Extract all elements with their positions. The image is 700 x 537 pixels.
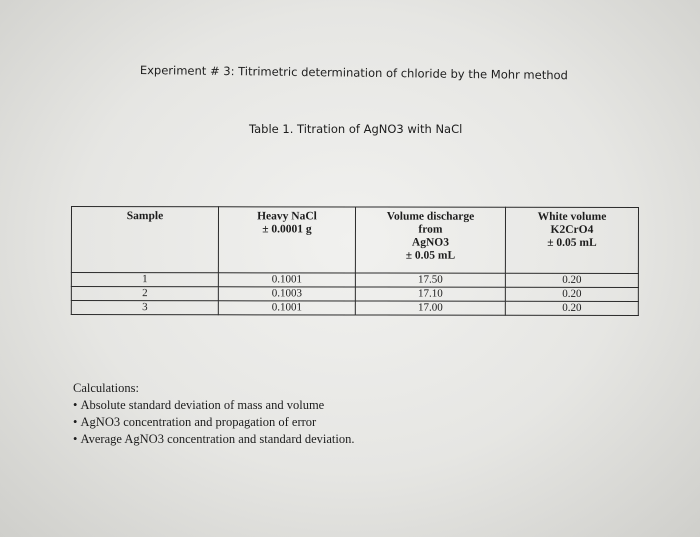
calculations-title: Calculations: [73, 381, 139, 395]
cell-mass: 0.1003 [218, 287, 355, 301]
titration-table [71, 206, 639, 316]
cell-volume-discharge: 17.10 [355, 287, 505, 301]
cell-white-volume: 0.20 [505, 287, 638, 301]
list-item: • AgNO3 concentration and propagation of error [73, 414, 355, 431]
header-white-volume-line-3: ± 0.05 mL [547, 236, 597, 249]
header-heavy-nacl-line-1: Heavy NaCl [257, 210, 317, 223]
titration-table-container [71, 206, 639, 316]
table-row [71, 301, 638, 316]
table-row [71, 273, 638, 288]
list-item: • Average AgNO3 concentration and standard deviation. [73, 431, 355, 448]
header-volume-discharge-line-1: Volume discharge [386, 210, 475, 223]
header-volume-discharge-line-2: from [418, 223, 443, 236]
cell-volume-discharge: 17.50 [355, 273, 505, 287]
header-volume-discharge-line-3: AgNO3 [411, 236, 449, 249]
header-volume-discharge [355, 207, 505, 273]
header-sample [71, 207, 218, 273]
cell-sample: 1 [71, 273, 218, 287]
cell-white-volume: 0.20 [505, 273, 638, 287]
calculations-section [73, 380, 355, 448]
header-sample-line: Sample [126, 210, 164, 223]
cell-mass: 0.1001 [218, 301, 355, 315]
document-heading: Experiment # 3: Titrimetric determination of chloride by the Mohr method [139, 63, 568, 83]
cell-sample: 2 [71, 287, 218, 301]
header-white-volume-line-1: White volume [537, 210, 607, 223]
header-volume-discharge-line-4: ± 0.05 mL [405, 249, 456, 262]
header-heavy-nacl-line-2: ± 0.0001 g [262, 223, 312, 236]
header-white-volume [505, 207, 638, 273]
table-row [71, 287, 638, 302]
table-caption: Table 1. Titration of AgNO3 with NaCl [249, 122, 463, 136]
calculations-list [73, 397, 355, 448]
table-header-row [71, 207, 638, 274]
list-item: • Absolute standard deviation of mass and volume [73, 397, 355, 414]
cell-sample: 3 [71, 301, 218, 315]
cell-white-volume: 0.20 [505, 301, 638, 315]
cell-mass: 0.1001 [218, 273, 355, 287]
header-white-volume-line-2: K2CrO4 [550, 223, 594, 236]
header-heavy-nacl [218, 207, 355, 273]
cell-volume-discharge: 17.00 [355, 301, 505, 315]
